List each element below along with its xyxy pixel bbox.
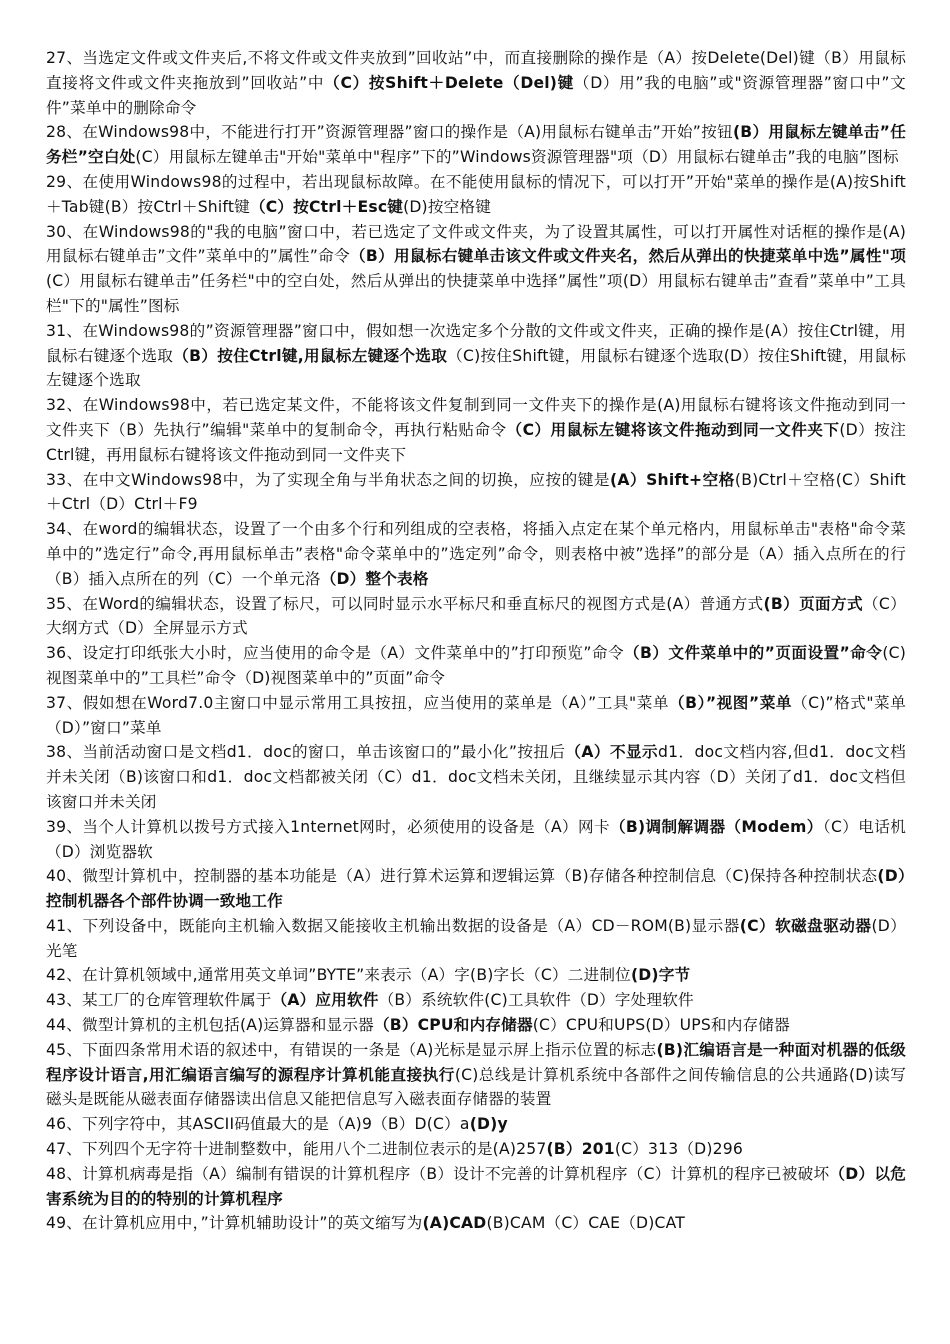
question-q47 xyxy=(46,1137,906,1162)
question-text: (C）CPU和UPS(D）UPS和内存储器 xyxy=(532,1016,790,1035)
question-q33 xyxy=(46,468,906,518)
question-text: 34、在word的编辑状态，设置了一个由多个行和列组成的空表格，将插入点定在某个单元格内，用鼠标单击"表格"命令菜单中的”选定行”命令,再用鼠标单击”表格"命令菜单中的”选定列”命令，则表格中被”选择”的部分是（A）插入点所在的行（B）插入点所在的列（C）一个单元洛 xyxy=(46,520,906,588)
answer-highlight: (A）Shift+空格 xyxy=(610,470,735,489)
question-text: (D)按空格键 xyxy=(403,197,492,216)
question-text: 33、在中文Windows98中，为了实现全角与半角状态之间的切换，应按的键是 xyxy=(46,470,611,489)
question-text: 35、在Word的编辑状态，设置了标尺，可以同时显示水平标尺和垂直标尺的视图方式是(A）普通方式 xyxy=(46,594,764,613)
answer-highlight: （A）应用软件 xyxy=(271,991,379,1010)
question-q49 xyxy=(46,1211,906,1236)
answer-highlight: (D)y xyxy=(469,1115,508,1134)
question-text: (C）313（D)296 xyxy=(614,1140,744,1159)
question-list xyxy=(46,46,906,1236)
question-text: d1．doc文档内容,但d1．doc文档并未关闭（B)该窗口和d1．doc文档都被关闭（C）d1．doc文档未关闭，且继续显示其内容（D）关闭了d1．doc文档但该窗口并未关闭 xyxy=(46,743,906,811)
question-q41 xyxy=(46,914,906,964)
question-text: （B）系统软件(C)工具软件（D）字处理软件 xyxy=(378,991,694,1010)
question-q38 xyxy=(46,740,906,814)
question-q45 xyxy=(46,1038,906,1112)
question-text: (B)CAM（C）CAE（D)CAT xyxy=(486,1214,685,1233)
answer-highlight: (C）软磁盘驱动器 xyxy=(739,916,872,935)
question-text: 43、某工厂的仓库管理软件属于 xyxy=(46,991,272,1010)
question-text: （D）用”我的电脑”或"资源管理器”窗口中”文件”菜单中的删除命令 xyxy=(46,73,906,117)
question-text: (C）用鼠标左键单击"开始"菜单中"程序”下的”Windows资源管理器"项（D）用鼠标右键单击”我的电脑”图标 xyxy=(135,148,899,167)
question-q28 xyxy=(46,120,906,170)
question-text: 28、在Windows98中，不能进行打开”资源管理器”窗口的操作是（A)用鼠标右键单击”开始”按钮 xyxy=(46,123,733,142)
question-q44 xyxy=(46,1013,906,1038)
question-text: （C)按住Shift键，用鼠标右键逐个选取(D）按住Shift键，用鼠标左键逐个选取 xyxy=(46,346,907,390)
question-q39 xyxy=(46,815,906,865)
answer-highlight: (D）控制机器各个部件协调一致地工作 xyxy=(46,867,907,911)
question-q37 xyxy=(46,691,906,741)
question-q30 xyxy=(46,220,906,319)
question-q27 xyxy=(46,46,906,120)
answer-highlight: （D）整个表格 xyxy=(320,569,429,588)
question-q29 xyxy=(46,170,906,220)
answer-highlight: (A)CAD xyxy=(422,1214,487,1233)
question-q42 xyxy=(46,963,906,988)
answer-highlight: (B）用鼠标左键单击”任务栏”空白处 xyxy=(46,123,906,167)
question-text: 36、设定打印纸张大小时，应当使用的命令是（A）文件菜单中的”打印预览”命令 xyxy=(46,644,625,663)
question-text: 44、微型计算机的主机包括(A)运算器和显示器 xyxy=(46,1016,374,1035)
question-text: 30、在Windows98的"我的电脑”窗口中，若已选定了文件或文件夹，为了设置其属性，可以打开属性对话框的操作是(A)用鼠标右键单击”文件”菜单中的”属性”命令 xyxy=(46,222,906,266)
question-text: 48、计算机病毒是指（A）编制有错误的计算机程序（B）设计不完善的计算机程序（C）计算机的程序已被破坏 xyxy=(46,1164,830,1183)
question-text: 27、当选定文件或文件夹后,不将文件或文件夹放到”回收站”中，而直接删除的操作是（A）按Delete(Del)键（B）用鼠标直接将文件或文件夹拖放到”回收站”中 xyxy=(46,49,906,92)
question-text: 31、在Windows98的”资源管理器”窗口中，假如想一次选定多个分散的文件或文件夹，正确的操作是(A）按住Ctrl键，用鼠标右键逐个选取 xyxy=(46,321,906,365)
question-text: 40、微型计算机中，控制器的基本功能是（A）进行算术运算和逻辑运算（B)存储各种控制信息（C)保持各种控制状态 xyxy=(46,867,878,886)
answer-highlight: （B）文件菜单中的”页面设置”命令 xyxy=(624,644,883,663)
question-text: 42、在计算机领域中,通常用英文单词”BYTE”来表示（A）字(B)字长（C）二进制位 xyxy=(46,966,631,985)
answer-highlight: （B）用鼠标右键单击该文件或文件夹名，然后从弹出的快捷菜单中选”属性"项 xyxy=(349,247,906,266)
answer-highlight: (B)汇编语言是一种面对机器的低级程序设计语言,用汇编语言编写的源程序计算机能直接执行 xyxy=(46,1040,906,1084)
question-text: (B)Ctrl＋空格(C）Shift＋Ctrl（D）Ctrl＋F9 xyxy=(46,470,906,514)
answer-highlight: (B）页面方式 xyxy=(763,594,863,613)
question-q40 xyxy=(46,864,906,914)
question-q48 xyxy=(46,1162,906,1212)
answer-highlight: (B）201 xyxy=(546,1140,615,1159)
question-text: 39、当个人计算机以拨号方式接入1nternet网时，必须使用的设备是（A）网卡 xyxy=(46,817,610,836)
answer-highlight: （B)调制解调器（Modem） xyxy=(609,817,823,836)
question-text: （C）大纲方式（D）全屏显示方式 xyxy=(46,594,906,638)
answer-highlight: （C）按Ctrl＋Esc键 xyxy=(249,197,404,216)
answer-highlight: （B）按住Ctrl键,用鼠标左键逐个选取 xyxy=(173,346,448,365)
answer-highlight: （C）用鼠标左键将该文件拖动到同一文件夹下 xyxy=(506,420,840,439)
question-q46 xyxy=(46,1112,906,1137)
question-q32 xyxy=(46,393,906,467)
question-text: （C)”格式"菜单（D）”窗口”菜单 xyxy=(46,693,906,737)
question-q36 xyxy=(46,641,906,691)
question-q35 xyxy=(46,592,906,642)
question-text: 38、当前活动窗口是文档d1．doc的窗口，单击该窗口的”最小化”按扭后 xyxy=(46,743,566,762)
question-text: (D）光笔 xyxy=(46,916,906,960)
question-text: (C)总线是计算机系统中各部件之间传输信息的公共通路(D)读写磁头是既能从磁表面存储器读出信息又能把信息写入磁表面存储器的装置 xyxy=(46,1065,906,1109)
question-q34 xyxy=(46,517,906,591)
answer-highlight: （C）按Shift＋Delete（Del)键 xyxy=(324,73,574,92)
answer-highlight: （B）”视图”菜单 xyxy=(669,693,792,712)
question-text: (D）按注Ctrl键，再用鼠标右键将该文件拖动到同一文件夹下 xyxy=(46,420,906,464)
answer-highlight: （D）以危害系统为目的的特别的计算机程序 xyxy=(46,1164,906,1208)
question-q43 xyxy=(46,988,906,1013)
question-text: 46、下列字符中，其ASCII码值最大的是（A)9（B）D(C）a xyxy=(46,1115,470,1134)
question-text: 32、在Windows98中，若已选定某文件，不能将该文件复制到同一文件夹下的操作是(A)用鼠标右键将该文件拖动到同一文件夹下（B）先执行”编辑"菜单中的复制命令，再执行粘贴命令 xyxy=(46,396,906,439)
answer-highlight: （B）CPU和内存储器 xyxy=(373,1016,533,1035)
question-text: (C)视图菜单中的”工具栏”命令（D)视图菜单中的”页面”命令 xyxy=(46,644,906,687)
question-text: 45、下面四条常用术语的叙述中，有错误的一条是（A)光标是显示屏上指示位置的标志 xyxy=(46,1040,657,1059)
answer-highlight: （A）不显示 xyxy=(565,743,659,762)
question-text: 41、下列设备中，既能向主机输入数据又能接收主机输出数据的设备是（A）CD－ROM(B)显示器 xyxy=(46,916,740,935)
answer-highlight: (D)字节 xyxy=(630,966,691,985)
question-text: (C）用鼠标右键单击”任务栏"中的空白处，然后从弹出的快捷菜单中选择”属性”项(D）用鼠标右键单击”查看”菜单中”工具栏"下的"属性”图标 xyxy=(46,272,906,315)
question-text: 47、下列四个无字符十进制整数中，能用八个二进制位表示的是(A)257 xyxy=(46,1140,547,1159)
question-q31 xyxy=(46,319,906,393)
question-text: 49、在计算机应用中，”计算机辅助设计”的英文缩写为 xyxy=(46,1214,423,1233)
question-text: 37、假如想在Word7.0主窗口中显示常用工具按扭，应当使用的菜单是（A）”工具"菜单 xyxy=(46,693,670,712)
question-text: （C）电话机（D）浏览器软 xyxy=(46,817,906,861)
question-text: 29、在使用Windows98的过程中，若出现鼠标故障。在不能使用鼠标的情况下，可以打开”开始"菜单的操作是(A)按Shift＋Tab键(B）按Ctrl＋Shift键 xyxy=(46,172,906,216)
